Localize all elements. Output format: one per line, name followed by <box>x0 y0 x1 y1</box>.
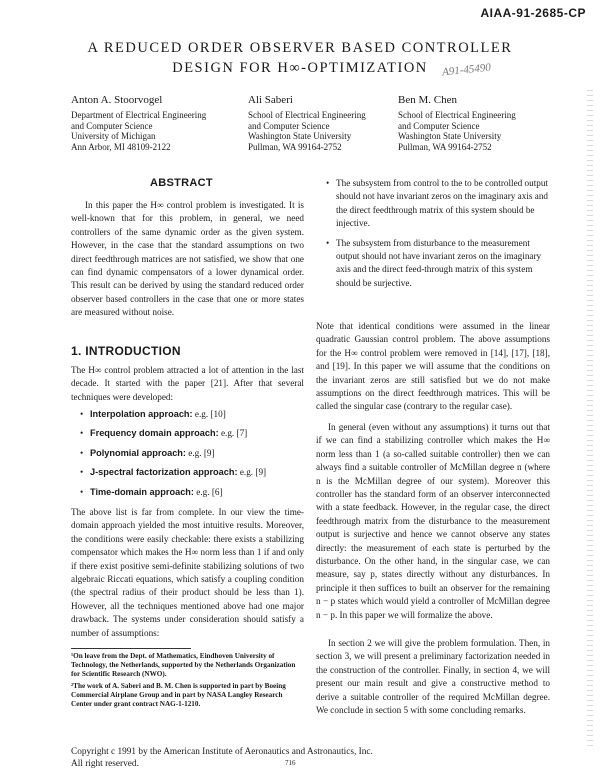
page-number: 716 <box>285 759 296 767</box>
techniques-list <box>80 408 304 505</box>
intro-paragraph-5: In section 2 we will give the problem formulation. Then, in section 3, we will present a preliminary factorization needed in the construction of the controller. Finally, in section 4, we will present our main result and give a constructive method to derive a suitable controller of the required McMillan degree. We conclude in section 5 with some concluding remarks. <box>316 638 550 716</box>
report-id: AIAA-91-2685-CP <box>480 6 586 20</box>
intro-paragraph-1: The H∞ control problem attracted a lot of attention in the last decade. It started with the paper [21]. After that several techniques were developed: <box>71 365 304 402</box>
footnote-2: ²The work of A. Saberi and B. M. Chen is supported in part by Boeing Commercial Airplane Group and in part by NASA Langley Research Center under grant contract NAG-1-1210. <box>71 682 286 708</box>
footnote-rule <box>71 648 191 649</box>
abstract-text: In this paper the H∞ control problem is investigated. It is well-known that for this problem, in general, we need controllers of the same dynamic order as the given system. However, in the case that the standard assumptions on two direct feedthrough matrices are not satisfied, we show that one can find dynamic compensators of a lower dynamical order. This result can be derived by using the standard reduced order observer based controllers in the case that one or more states are measured without noise. <box>71 200 304 318</box>
author-name-3: Ben M. Chen <box>398 94 457 106</box>
technique-ref: e.g. [7] <box>220 428 248 439</box>
technique-item <box>80 447 304 460</box>
author-name-1: Anton A. Stoorvogel <box>71 94 163 106</box>
copyright-text: Copyright c 1991 by the American Institute of Aeronautics and Astronautics, Inc. <box>71 747 373 757</box>
assumption-item: • The subsystem from disturbance to the measurement output should not have invariant zeros on the imaginary axis and the direct feed-through matrix of this system should be surjective. <box>326 237 550 291</box>
technique-item <box>80 466 304 479</box>
technique-ref: e.g. [9] <box>239 467 267 478</box>
author-affiliation-2: School of Electrical Engineering and Computer Science Washington State University Pullman, WA 99164-2752 <box>248 110 366 152</box>
intro-paragraph-3: Note that identical conditions were assumed in the linear quadratic Gaussian control problem. The above assumptions for the H∞ control problem were removed in [14], [17], [18], and [19]. In this paper we will assume that the conditions on the invariant zeros are still satisfied but we do not make assumptions on the direct feedthrough matrices. This will be called the singular case (contrary to the regular case). <box>316 321 550 412</box>
scan-margin-artifact <box>587 90 593 750</box>
paper-title-line-1: A REDUCED ORDER OBSERVER BASED CONTROLLER <box>87 40 513 56</box>
technique-item <box>80 408 304 421</box>
footnote-1: ¹On leave from the Dept. of Mathematics, Eindhoven University of Technology, the Netherlands, supported by the Netherlands Organization for Scientific Research (NWO). <box>71 652 296 678</box>
technique-name: Polynomial approach: <box>90 447 186 458</box>
introduction-heading: 1. INTRODUCTION <box>71 344 181 358</box>
assumption-item: • The subsystem from control to the to be controlled output should not have invariant zeros on the imaginary axis and the direct feedthrough matrix of this system should be injective. <box>326 177 550 231</box>
intro-paragraph-4: In general (even without any assumptions) it turns out that if we can find a stabilizing controller which makes the H∞ norm less than 1 (a so-called suitable controller) then we can always find a suitable controller of McMillan degree n (where n is the McMillan degree of our system). Moreover this controller has the standard form of an observer interconnected with a state feedback. However, in the regular case, the direct feedthrough matrix from the disturbance to the measurement output is surjective and hence we cannot observe any states directly: the measurement of each state is perturbed by the disturbance. On the other hand, in the singular case, we can measure, say p, states directly without any disturbances. In principle it then suffices to built an observer for the remaining n − p states which would yield a controller of McMillan degree n − p. In this paper we will formalize the above. <box>316 422 550 620</box>
abstract-heading: ABSTRACT <box>150 177 213 189</box>
technique-name: Time-domain approach: <box>90 486 194 497</box>
technique-name: J-spectral factorization approach: <box>90 467 238 478</box>
technique-ref: e.g. [10] <box>194 409 226 419</box>
paper-title-line-2: DESIGN FOR H∞-OPTIMIZATION <box>172 60 428 76</box>
author-affiliation-1: Department of Electrical Engineering and Computer Science University of Michigan Ann Arbor, MI 48109-2122 <box>71 110 207 152</box>
assumptions-list <box>326 177 550 296</box>
author-affiliation-3: School of Electrical Engineering and Computer Science Washington State University Pullman, WA 99164-2752 <box>398 110 516 152</box>
technique-ref: e.g. [9] <box>188 447 215 458</box>
accession-stamp: A91-45490 <box>441 61 492 79</box>
technique-name: Interpolation approach: <box>90 409 193 419</box>
technique-ref: e.g. [6] <box>196 486 223 497</box>
copyright-notice <box>71 746 541 770</box>
author-name-2: Ali Saberi <box>248 94 293 106</box>
intro-paragraph-2: The above list is far from complete. In our view the time-domain approach yielded the most intuitive results. Moreover, the conditions were easily checkable: there exists a stabilizing compensator which makes the H∞ norm less than 1 if and only if there exist positive semi-definite stabilizing solutions of two algebraic Riccati equations, which satisfy a coupling condition (the spectral radius of their product should be less than 1). However, all the techniques mentioned above had one major drawback. The systems under consideration should satisfy a number of assumptions: <box>71 507 304 638</box>
rights-text: All right reserved. <box>71 759 139 769</box>
technique-item <box>80 427 304 440</box>
technique-name: Frequency domain approach: <box>90 428 219 439</box>
technique-item <box>80 486 304 499</box>
